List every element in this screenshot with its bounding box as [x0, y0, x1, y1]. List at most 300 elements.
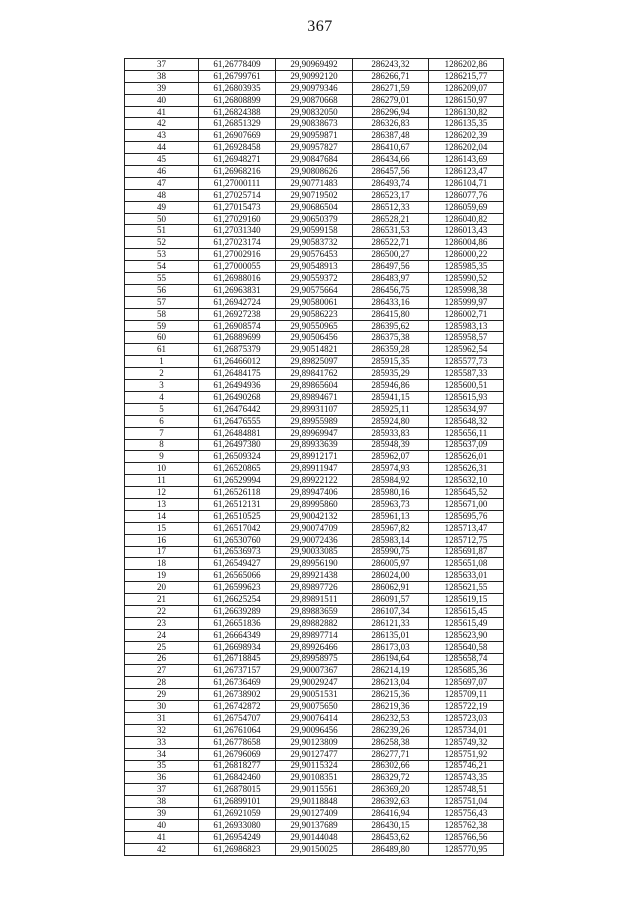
y-coordinate-cell: 1285983,13 — [429, 320, 504, 332]
table-row — [125, 344, 504, 356]
point-number-cell: 13 — [125, 498, 199, 510]
coordinates-table-body — [125, 59, 504, 856]
longitude-cell: 29,89865604 — [276, 380, 353, 392]
x-coordinate-cell: 286266,71 — [353, 70, 429, 82]
latitude-cell: 61,26736469 — [199, 677, 276, 689]
table-row — [125, 273, 504, 285]
x-coordinate-cell: 286024,00 — [353, 570, 429, 582]
x-coordinate-cell: 286415,80 — [353, 308, 429, 320]
table-row — [125, 665, 504, 677]
table-row — [125, 546, 504, 558]
table-row — [125, 617, 504, 629]
latitude-cell: 61,26963831 — [199, 284, 276, 296]
table-row — [125, 213, 504, 225]
longitude-cell: 29,90137689 — [276, 820, 353, 832]
y-coordinate-cell: 1285713,47 — [429, 522, 504, 534]
point-number-cell: 38 — [125, 70, 199, 82]
longitude-cell: 29,90123809 — [276, 736, 353, 748]
point-number-cell: 5 — [125, 403, 199, 415]
table-row — [125, 510, 504, 522]
latitude-cell: 61,26899101 — [199, 796, 276, 808]
table-row — [125, 641, 504, 653]
table-row — [125, 237, 504, 249]
table-row — [125, 201, 504, 213]
longitude-cell: 29,90650379 — [276, 213, 353, 225]
latitude-cell: 61,26512131 — [199, 498, 276, 510]
longitude-cell: 29,90506456 — [276, 332, 353, 344]
y-coordinate-cell: 1285615,45 — [429, 605, 504, 617]
latitude-cell: 61,26851329 — [199, 118, 276, 130]
longitude-cell: 29,90992120 — [276, 70, 353, 82]
latitude-cell: 61,27002916 — [199, 249, 276, 261]
x-coordinate-cell: 285962,07 — [353, 451, 429, 463]
latitude-cell: 61,26875379 — [199, 344, 276, 356]
table-row — [125, 463, 504, 475]
latitude-cell: 61,26476442 — [199, 403, 276, 415]
x-coordinate-cell: 286483,97 — [353, 273, 429, 285]
longitude-cell: 29,89912171 — [276, 451, 353, 463]
latitude-cell: 61,27023174 — [199, 237, 276, 249]
y-coordinate-cell: 1285633,01 — [429, 570, 504, 582]
longitude-cell: 29,89931107 — [276, 403, 353, 415]
x-coordinate-cell: 286493,74 — [353, 177, 429, 189]
table-row — [125, 142, 504, 154]
x-coordinate-cell: 285924,80 — [353, 415, 429, 427]
x-coordinate-cell: 286433,16 — [353, 296, 429, 308]
latitude-cell: 61,26510525 — [199, 510, 276, 522]
longitude-cell: 29,90575664 — [276, 284, 353, 296]
longitude-cell: 29,90838673 — [276, 118, 353, 130]
table-row — [125, 594, 504, 606]
x-coordinate-cell: 286326,83 — [353, 118, 429, 130]
point-number-cell: 46 — [125, 166, 199, 178]
latitude-cell: 61,26818277 — [199, 760, 276, 772]
longitude-cell: 29,89841762 — [276, 368, 353, 380]
point-number-cell: 27 — [125, 665, 199, 677]
table-row — [125, 189, 504, 201]
point-number-cell: 2 — [125, 368, 199, 380]
point-number-cell: 32 — [125, 724, 199, 736]
y-coordinate-cell: 1286077,76 — [429, 189, 504, 201]
table-row — [125, 784, 504, 796]
longitude-cell: 29,90072436 — [276, 534, 353, 546]
table-row — [125, 796, 504, 808]
y-coordinate-cell: 1285743,35 — [429, 772, 504, 784]
latitude-cell: 61,26520865 — [199, 463, 276, 475]
x-coordinate-cell: 286121,33 — [353, 617, 429, 629]
table-row — [125, 772, 504, 784]
point-number-cell: 39 — [125, 82, 199, 94]
y-coordinate-cell: 1286059,69 — [429, 201, 504, 213]
table-row — [125, 534, 504, 546]
y-coordinate-cell: 1285651,08 — [429, 558, 504, 570]
point-number-cell: 39 — [125, 808, 199, 820]
table-row — [125, 475, 504, 487]
table-row — [125, 380, 504, 392]
y-coordinate-cell: 1286202,04 — [429, 142, 504, 154]
point-number-cell: 31 — [125, 712, 199, 724]
latitude-cell: 61,26625254 — [199, 594, 276, 606]
x-coordinate-cell: 286258,38 — [353, 736, 429, 748]
point-number-cell: 26 — [125, 653, 199, 665]
latitude-cell: 61,26565066 — [199, 570, 276, 582]
x-coordinate-cell: 286279,01 — [353, 94, 429, 106]
latitude-cell: 61,26526118 — [199, 487, 276, 499]
longitude-cell: 29,90042132 — [276, 510, 353, 522]
latitude-cell: 61,26799761 — [199, 70, 276, 82]
table-row — [125, 522, 504, 534]
x-coordinate-cell: 285948,39 — [353, 439, 429, 451]
table-row — [125, 724, 504, 736]
point-number-cell: 9 — [125, 451, 199, 463]
y-coordinate-cell: 1285691,87 — [429, 546, 504, 558]
longitude-cell: 29,90771483 — [276, 177, 353, 189]
latitude-cell: 61,26842460 — [199, 772, 276, 784]
point-number-cell: 3 — [125, 380, 199, 392]
longitude-cell: 29,90514821 — [276, 344, 353, 356]
x-coordinate-cell: 286395,62 — [353, 320, 429, 332]
longitude-cell: 29,90583732 — [276, 237, 353, 249]
latitude-cell: 61,27015473 — [199, 201, 276, 213]
x-coordinate-cell: 286369,20 — [353, 784, 429, 796]
y-coordinate-cell: 1285734,01 — [429, 724, 504, 736]
page-number: 367 — [307, 18, 333, 35]
x-coordinate-cell: 286296,94 — [353, 106, 429, 118]
x-coordinate-cell: 286239,26 — [353, 724, 429, 736]
x-coordinate-cell: 286243,32 — [353, 59, 429, 71]
point-number-cell: 29 — [125, 689, 199, 701]
x-coordinate-cell: 286453,62 — [353, 831, 429, 843]
point-number-cell: 22 — [125, 605, 199, 617]
x-coordinate-cell: 285990,75 — [353, 546, 429, 558]
x-coordinate-cell: 285935,29 — [353, 368, 429, 380]
y-coordinate-cell: 1285634,97 — [429, 403, 504, 415]
longitude-cell: 29,90586223 — [276, 308, 353, 320]
y-coordinate-cell: 1286135,35 — [429, 118, 504, 130]
longitude-cell: 29,90033085 — [276, 546, 353, 558]
point-number-cell: 58 — [125, 308, 199, 320]
point-number-cell: 34 — [125, 748, 199, 760]
table-row — [125, 130, 504, 142]
table-row — [125, 558, 504, 570]
x-coordinate-cell: 285974,93 — [353, 463, 429, 475]
point-number-cell: 15 — [125, 522, 199, 534]
latitude-cell: 61,27029160 — [199, 213, 276, 225]
latitude-cell: 61,26933080 — [199, 820, 276, 832]
longitude-cell: 29,89947406 — [276, 487, 353, 499]
point-number-cell: 18 — [125, 558, 199, 570]
table-row — [125, 118, 504, 130]
x-coordinate-cell: 285961,13 — [353, 510, 429, 522]
point-number-cell: 37 — [125, 784, 199, 796]
table-row — [125, 94, 504, 106]
x-coordinate-cell: 285983,14 — [353, 534, 429, 546]
x-coordinate-cell: 286215,36 — [353, 689, 429, 701]
longitude-cell: 29,89882882 — [276, 617, 353, 629]
x-coordinate-cell: 286522,71 — [353, 237, 429, 249]
longitude-cell: 29,90051531 — [276, 689, 353, 701]
y-coordinate-cell: 1286130,82 — [429, 106, 504, 118]
table-row — [125, 820, 504, 832]
longitude-cell: 29,90550965 — [276, 320, 353, 332]
longitude-cell: 29,90108351 — [276, 772, 353, 784]
point-number-cell: 14 — [125, 510, 199, 522]
y-coordinate-cell: 1285756,43 — [429, 808, 504, 820]
point-number-cell: 6 — [125, 415, 199, 427]
point-number-cell: 10 — [125, 463, 199, 475]
point-number-cell: 48 — [125, 189, 199, 201]
x-coordinate-cell: 286531,53 — [353, 225, 429, 237]
table-row — [125, 177, 504, 189]
latitude-cell: 61,26889699 — [199, 332, 276, 344]
point-number-cell: 1 — [125, 356, 199, 368]
y-coordinate-cell: 1285671,00 — [429, 498, 504, 510]
longitude-cell: 29,90096456 — [276, 724, 353, 736]
y-coordinate-cell: 1285766,56 — [429, 831, 504, 843]
x-coordinate-cell: 286489,80 — [353, 843, 429, 855]
point-number-cell: 38 — [125, 796, 199, 808]
point-number-cell: 51 — [125, 225, 199, 237]
x-coordinate-cell: 286091,57 — [353, 594, 429, 606]
table-row — [125, 403, 504, 415]
y-coordinate-cell: 1285999,97 — [429, 296, 504, 308]
latitude-cell: 61,26796069 — [199, 748, 276, 760]
point-number-cell: 47 — [125, 177, 199, 189]
table-row — [125, 284, 504, 296]
y-coordinate-cell: 1285751,04 — [429, 796, 504, 808]
point-number-cell: 59 — [125, 320, 199, 332]
table-row — [125, 249, 504, 261]
longitude-cell: 29,90150025 — [276, 843, 353, 855]
y-coordinate-cell: 1285990,52 — [429, 273, 504, 285]
longitude-cell: 29,89969947 — [276, 427, 353, 439]
coordinates-table — [124, 58, 504, 856]
latitude-cell: 61,26599623 — [199, 582, 276, 594]
latitude-cell: 61,26466012 — [199, 356, 276, 368]
y-coordinate-cell: 1286209,07 — [429, 82, 504, 94]
latitude-cell: 61,27000111 — [199, 177, 276, 189]
point-number-cell: 41 — [125, 106, 199, 118]
table-row — [125, 736, 504, 748]
point-number-cell: 42 — [125, 118, 199, 130]
table-row — [125, 106, 504, 118]
x-coordinate-cell: 286107,34 — [353, 605, 429, 617]
table-row — [125, 487, 504, 499]
table-row — [125, 368, 504, 380]
latitude-cell: 61,26484881 — [199, 427, 276, 439]
point-number-cell: 17 — [125, 546, 199, 558]
latitude-cell: 61,26878015 — [199, 784, 276, 796]
point-number-cell: 33 — [125, 736, 199, 748]
latitude-cell: 61,26530760 — [199, 534, 276, 546]
latitude-cell: 61,26476555 — [199, 415, 276, 427]
x-coordinate-cell: 286387,48 — [353, 130, 429, 142]
y-coordinate-cell: 1285723,03 — [429, 712, 504, 724]
y-coordinate-cell: 1286123,47 — [429, 166, 504, 178]
longitude-cell: 29,89825097 — [276, 356, 353, 368]
y-coordinate-cell: 1285615,49 — [429, 617, 504, 629]
longitude-cell: 29,90118848 — [276, 796, 353, 808]
longitude-cell: 29,90969492 — [276, 59, 353, 71]
y-coordinate-cell: 1285623,90 — [429, 629, 504, 641]
x-coordinate-cell: 285933,83 — [353, 427, 429, 439]
x-coordinate-cell: 286523,17 — [353, 189, 429, 201]
table-row — [125, 320, 504, 332]
y-coordinate-cell: 1285587,33 — [429, 368, 504, 380]
longitude-cell: 29,89956190 — [276, 558, 353, 570]
x-coordinate-cell: 286375,38 — [353, 332, 429, 344]
x-coordinate-cell: 286194,64 — [353, 653, 429, 665]
x-coordinate-cell: 286062,91 — [353, 582, 429, 594]
latitude-cell: 61,26824388 — [199, 106, 276, 118]
x-coordinate-cell: 286456,75 — [353, 284, 429, 296]
latitude-cell: 61,26778658 — [199, 736, 276, 748]
y-coordinate-cell: 1285600,51 — [429, 380, 504, 392]
point-number-cell: 53 — [125, 249, 199, 261]
point-number-cell: 19 — [125, 570, 199, 582]
x-coordinate-cell: 286135,01 — [353, 629, 429, 641]
latitude-cell: 61,26921059 — [199, 808, 276, 820]
table-row — [125, 712, 504, 724]
point-number-cell: 41 — [125, 831, 199, 843]
y-coordinate-cell: 1285751,92 — [429, 748, 504, 760]
longitude-cell: 29,90115561 — [276, 784, 353, 796]
longitude-cell: 29,90599158 — [276, 225, 353, 237]
x-coordinate-cell: 285946,86 — [353, 380, 429, 392]
point-number-cell: 60 — [125, 332, 199, 344]
point-number-cell: 56 — [125, 284, 199, 296]
point-number-cell: 7 — [125, 427, 199, 439]
y-coordinate-cell: 1286040,82 — [429, 213, 504, 225]
longitude-cell: 29,89891511 — [276, 594, 353, 606]
y-coordinate-cell: 1285656,11 — [429, 427, 504, 439]
x-coordinate-cell: 286430,15 — [353, 820, 429, 832]
x-coordinate-cell: 286457,56 — [353, 166, 429, 178]
table-row — [125, 808, 504, 820]
longitude-cell: 29,89933639 — [276, 439, 353, 451]
latitude-cell: 61,26942724 — [199, 296, 276, 308]
point-number-cell: 4 — [125, 391, 199, 403]
longitude-cell: 29,90719502 — [276, 189, 353, 201]
longitude-cell: 29,89897726 — [276, 582, 353, 594]
latitude-cell: 61,26928458 — [199, 142, 276, 154]
table-row — [125, 261, 504, 273]
table-row — [125, 570, 504, 582]
longitude-cell: 29,89958975 — [276, 653, 353, 665]
latitude-cell: 61,26529994 — [199, 475, 276, 487]
x-coordinate-cell: 285925,11 — [353, 403, 429, 415]
latitude-cell: 61,26509324 — [199, 451, 276, 463]
point-number-cell: 55 — [125, 273, 199, 285]
x-coordinate-cell: 285967,82 — [353, 522, 429, 534]
latitude-cell: 61,26761064 — [199, 724, 276, 736]
latitude-cell: 61,26968216 — [199, 166, 276, 178]
x-coordinate-cell: 286005,97 — [353, 558, 429, 570]
x-coordinate-cell: 286219,36 — [353, 701, 429, 713]
table-row — [125, 760, 504, 772]
latitude-cell: 61,26639289 — [199, 605, 276, 617]
longitude-cell: 29,90957827 — [276, 142, 353, 154]
point-number-cell: 54 — [125, 261, 199, 273]
table-row — [125, 748, 504, 760]
latitude-cell: 61,27031340 — [199, 225, 276, 237]
point-number-cell: 11 — [125, 475, 199, 487]
x-coordinate-cell: 286434,66 — [353, 154, 429, 166]
longitude-cell: 29,90548913 — [276, 261, 353, 273]
y-coordinate-cell: 1285748,51 — [429, 784, 504, 796]
latitude-cell: 61,26664349 — [199, 629, 276, 641]
x-coordinate-cell: 286214,19 — [353, 665, 429, 677]
point-number-cell: 30 — [125, 701, 199, 713]
y-coordinate-cell: 1285621,55 — [429, 582, 504, 594]
y-coordinate-cell: 1285962,54 — [429, 344, 504, 356]
longitude-cell: 29,90074709 — [276, 522, 353, 534]
latitude-cell: 61,26954249 — [199, 831, 276, 843]
latitude-cell: 61,26484175 — [199, 368, 276, 380]
table-row — [125, 391, 504, 403]
table-row — [125, 225, 504, 237]
x-coordinate-cell: 286277,71 — [353, 748, 429, 760]
point-number-cell: 36 — [125, 772, 199, 784]
table-row — [125, 70, 504, 82]
longitude-cell: 29,89897714 — [276, 629, 353, 641]
latitude-cell: 61,26651836 — [199, 617, 276, 629]
latitude-cell: 61,26754707 — [199, 712, 276, 724]
point-number-cell: 16 — [125, 534, 199, 546]
x-coordinate-cell: 286271,59 — [353, 82, 429, 94]
latitude-cell: 61,26517042 — [199, 522, 276, 534]
x-coordinate-cell: 286302,66 — [353, 760, 429, 772]
point-number-cell: 37 — [125, 59, 199, 71]
y-coordinate-cell: 1285958,57 — [429, 332, 504, 344]
y-coordinate-cell: 1285998,38 — [429, 284, 504, 296]
y-coordinate-cell: 1285615,93 — [429, 391, 504, 403]
longitude-cell: 29,90559372 — [276, 273, 353, 285]
table-row — [125, 308, 504, 320]
latitude-cell: 61,26808899 — [199, 94, 276, 106]
longitude-cell: 29,90007367 — [276, 665, 353, 677]
y-coordinate-cell: 1285577,73 — [429, 356, 504, 368]
x-coordinate-cell: 286213,04 — [353, 677, 429, 689]
table-row — [125, 439, 504, 451]
y-coordinate-cell: 1285770,95 — [429, 843, 504, 855]
y-coordinate-cell: 1286202,39 — [429, 130, 504, 142]
longitude-cell: 29,90686504 — [276, 201, 353, 213]
table-row — [125, 59, 504, 71]
point-number-cell: 49 — [125, 201, 199, 213]
y-coordinate-cell: 1285632,10 — [429, 475, 504, 487]
longitude-cell: 29,90127477 — [276, 748, 353, 760]
longitude-cell: 29,89995860 — [276, 498, 353, 510]
point-number-cell: 8 — [125, 439, 199, 451]
point-number-cell: 42 — [125, 843, 199, 855]
table-row — [125, 332, 504, 344]
latitude-cell: 61,26778409 — [199, 59, 276, 71]
x-coordinate-cell: 285963,73 — [353, 498, 429, 510]
y-coordinate-cell: 1285762,38 — [429, 820, 504, 832]
point-number-cell: 24 — [125, 629, 199, 641]
longitude-cell: 29,89955989 — [276, 415, 353, 427]
latitude-cell: 61,26738902 — [199, 689, 276, 701]
point-number-cell: 44 — [125, 142, 199, 154]
y-coordinate-cell: 1285746,21 — [429, 760, 504, 772]
latitude-cell: 61,26927238 — [199, 308, 276, 320]
latitude-cell: 61,27025714 — [199, 189, 276, 201]
table-row — [125, 605, 504, 617]
y-coordinate-cell: 1285645,52 — [429, 487, 504, 499]
latitude-cell: 61,26718845 — [199, 653, 276, 665]
point-number-cell: 25 — [125, 641, 199, 653]
